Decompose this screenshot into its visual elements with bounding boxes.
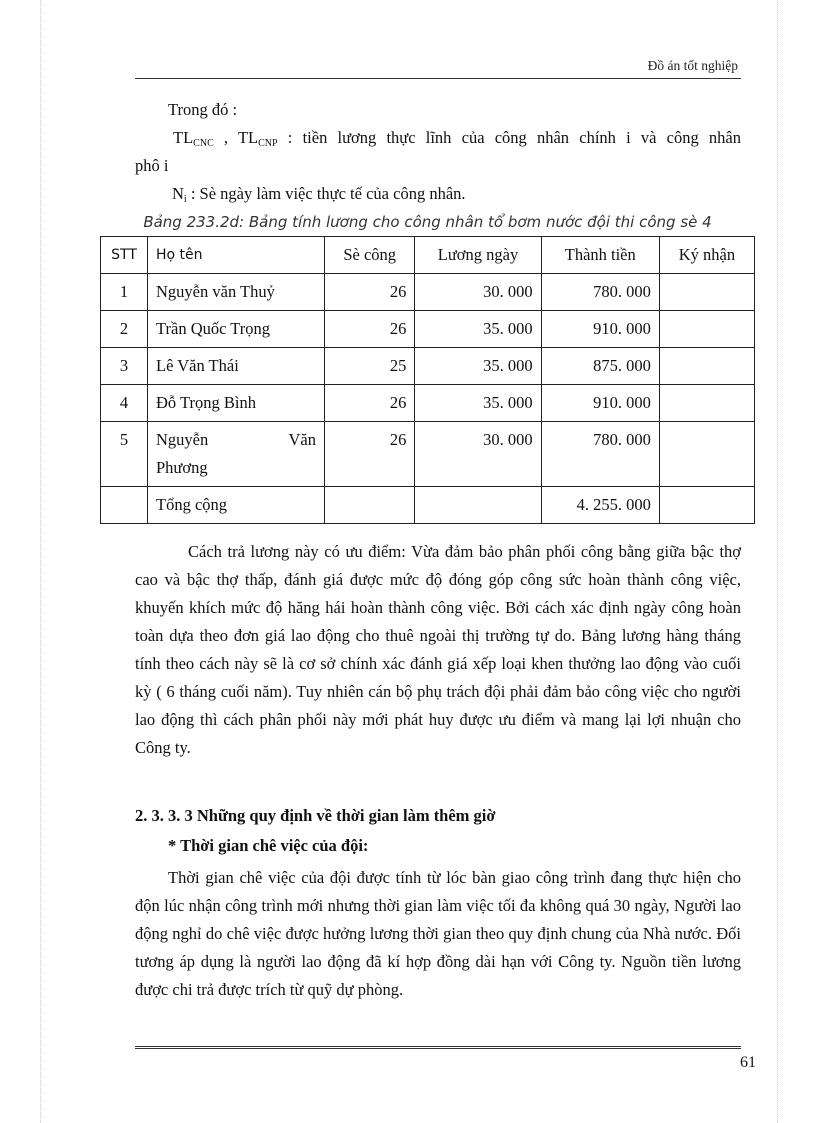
tl-cnp-subscript: CNP: [258, 138, 278, 149]
table-row: [101, 385, 755, 422]
cell-days: [325, 487, 415, 524]
header-sign: Ký nhận: [659, 237, 754, 274]
cell-sign: [659, 422, 754, 487]
cell-amount: 910. 000: [541, 311, 659, 348]
table-row: [101, 274, 755, 311]
intro-line-4: [135, 180, 741, 208]
cell-days: 25: [325, 348, 415, 385]
cell-stt: 4: [101, 385, 148, 422]
header-name: Họ tên: [148, 237, 325, 274]
total-amount: 4. 255. 000: [541, 487, 659, 524]
intro-block: [135, 96, 741, 208]
cell-days: 26: [325, 311, 415, 348]
cell-stt: 5: [101, 422, 148, 487]
header-days: Sè công: [325, 237, 415, 274]
cell-amount: 875. 000: [541, 348, 659, 385]
footer-rule: [135, 1046, 741, 1051]
ni-subscript: i: [183, 194, 187, 205]
name-part-given: Nguyễn: [156, 430, 209, 449]
table-row: [101, 348, 755, 385]
paragraph-advantages: [135, 538, 741, 762]
cell-amount: 780. 000: [541, 422, 659, 487]
header-stt: STT: [101, 237, 148, 274]
cell-rate: 35. 000: [415, 385, 541, 422]
intro-line-1: Trong đó :: [168, 100, 238, 119]
cell-sign: [659, 311, 754, 348]
tl-description: : tiền lương thực lĩnh của công nhân chính i và công nhân: [277, 128, 742, 147]
cell-sign: [659, 385, 754, 422]
cell-rate: 35. 000: [415, 348, 541, 385]
cell-rate: 35. 000: [415, 311, 541, 348]
ni-description: : Sè ngày làm việc thực tế của công nhân.: [186, 184, 466, 203]
table-header-row: [101, 237, 755, 274]
salary-table: [100, 236, 755, 524]
cell-name: Đỗ Trọng Bình: [148, 385, 325, 422]
section-heading: 2. 3. 3. 3 Những quy định về thời gian làm thêm giờ: [135, 806, 496, 825]
table-caption: Bảng 233.2d: Bảng tính lương cho công nhân tổ bơm nước đội thi công sè 4: [143, 213, 712, 231]
cell-days: 26: [325, 274, 415, 311]
cell-days: 26: [325, 385, 415, 422]
cell-sign: [659, 348, 754, 385]
ni-symbol: N: [172, 184, 184, 203]
table-row: [101, 311, 755, 348]
cell-stt: 3: [101, 348, 148, 385]
paragraph-1: Cách trả lương này có ưu điểm: Vừa đảm bảo phân phối công bằng giữa bậc thợ cao và bậc thợ thấp, đánh giá được mức độ đóng góp công sức hoàn thành công việc, khuyến khích mức độ hăng hái hoàn thành công việc. Bởi cách xác định ngày công hoàn toàn dựa theo đơn giá lao động cho thuê ngoài thị trường tự do. Bảng lương hàng tháng tính theo cách này sẽ là cơ sở chính xác đánh giá xếp loại khen thưởng lao động vào cuối kỳ ( 6 tháng cuối năm). Tuy nhiên cán bộ phụ trách đội phải đảm bảo công việc cho người lao động thì cách phân phối này mới phát huy được ưu điểm và mang lại lợi nhuận cho Công ty.: [135, 542, 741, 757]
section-subheading: * Thời gian chê việc của đội:: [168, 836, 369, 855]
tl-cnc-subscript: CNC: [193, 138, 214, 149]
paragraph-idle-time: [135, 864, 741, 1004]
header-amount: Thành tiền: [541, 237, 659, 274]
name-line-1: [156, 426, 316, 454]
table-row: [101, 422, 755, 487]
page-number: 61: [740, 1054, 756, 1071]
cell-stt: 1: [101, 274, 148, 311]
cell-days: 26: [325, 422, 415, 487]
intro-line-2: [135, 124, 741, 152]
tl-separator: ,: [213, 128, 238, 147]
cell-rate: 30. 000: [415, 422, 541, 487]
cell-sign: [659, 487, 754, 524]
cell-sign: [659, 274, 754, 311]
tl-symbol: TL: [173, 128, 194, 147]
cell-rate: 30. 000: [415, 274, 541, 311]
cell-rate: [415, 487, 541, 524]
name-line-2: Phương: [156, 458, 208, 477]
name-part-middle: Văn: [288, 430, 316, 449]
cell-name: Trần Quốc Trọng: [148, 311, 325, 348]
cell-amount: 910. 000: [541, 385, 659, 422]
cell-amount: 780. 000: [541, 274, 659, 311]
cell-name: [148, 422, 325, 487]
tl-symbol-2: TL: [237, 128, 259, 147]
intro-line-3: phô i: [135, 156, 169, 175]
table-total-row: [101, 487, 755, 524]
cell-name: Nguyễn văn Thuỷ: [148, 274, 325, 311]
cell-name: Lê Văn Thái: [148, 348, 325, 385]
running-header: Đồ án tốt nghiệp: [647, 58, 738, 73]
total-label: Tổng cộng: [148, 487, 325, 524]
header-rule: [135, 78, 741, 79]
cell-stt: 2: [101, 311, 148, 348]
paragraph-2: Thời gian chê việc của đội được tính từ lóc bàn giao công trình đang thực hiện cho độn lúc nhận công trình mới nhưng thời gian làm việc tối đa không quá 30 ngày, Người lao động nghỉ do chê việc được hưởng lương thời gian theo quy định chung của Nhà nước. Đối tương áp dụng là người lao động đã kí hợp đồng dài hạn với Công ty. Nguồn tiền lương được chi trả được trích từ quỹ dự phòng.: [135, 868, 741, 999]
header-rate: Lương ngày: [415, 237, 541, 274]
cell-stt: [101, 487, 148, 524]
